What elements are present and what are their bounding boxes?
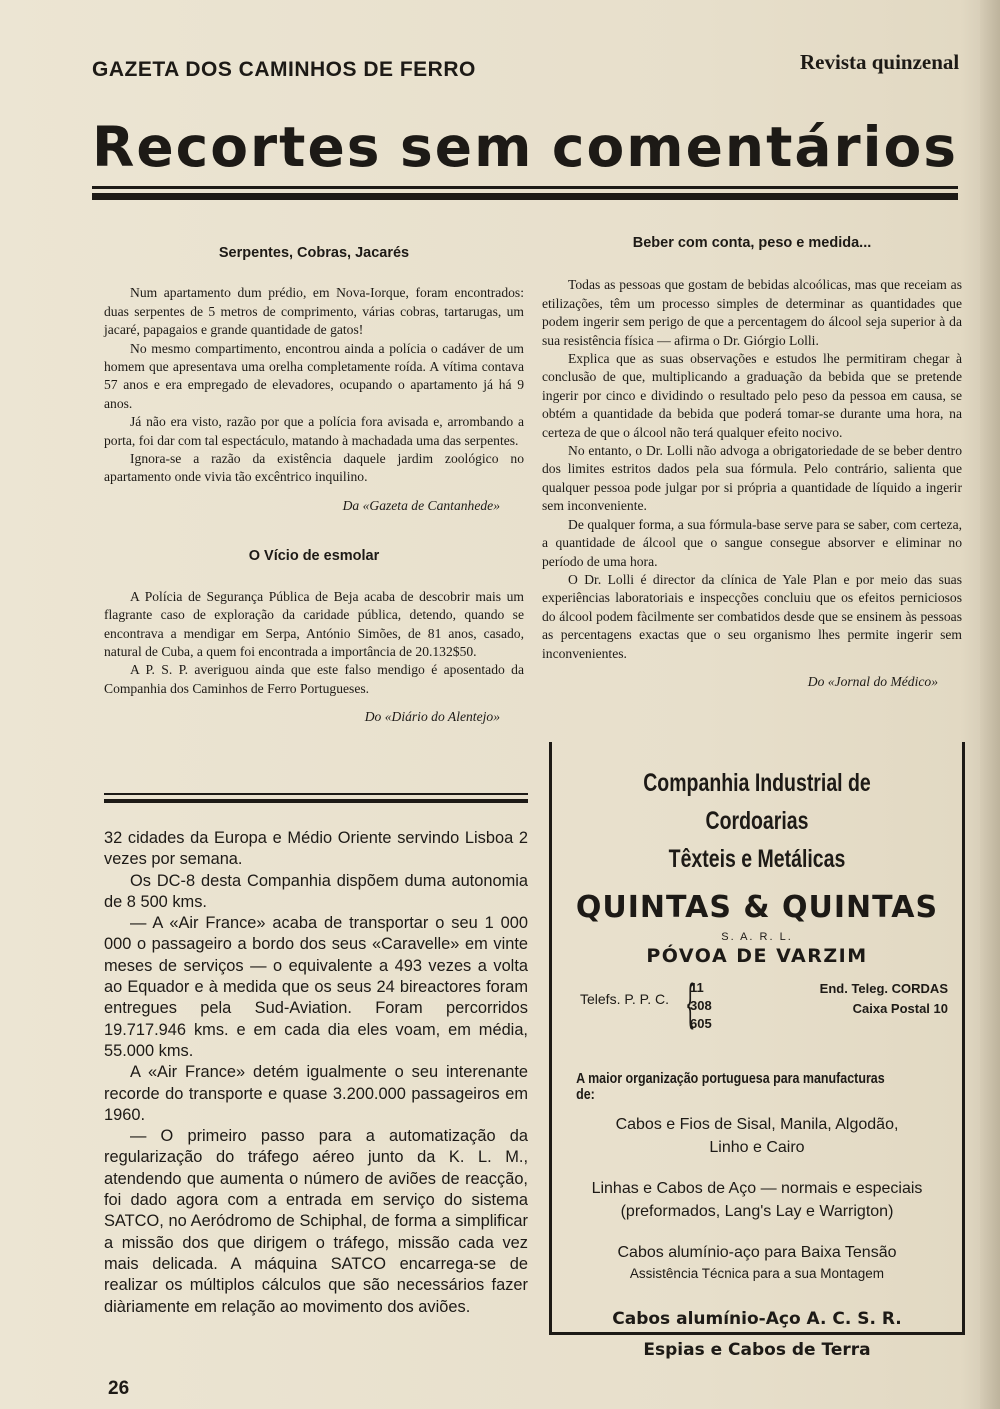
masthead-rule-top xyxy=(92,186,958,189)
ad-bold-line: Espias e Cabos de Terra xyxy=(643,1340,871,1360)
ad-company-line: Têxteis e Metálicas xyxy=(668,845,846,873)
ad-phone-label: Telefs. P. P. C. xyxy=(580,991,669,1007)
ad-city: PÓVOA DE VARZIM xyxy=(646,945,868,967)
ad-telegraph xyxy=(820,979,948,1019)
ad-phone-number: 11 xyxy=(690,980,704,995)
advertisement-box xyxy=(549,742,965,1360)
article-title: Serpentes, Cobras, Jacarés xyxy=(218,245,410,261)
masthead-rule-bottom xyxy=(92,193,958,200)
article-title: Beber com conta, peso e medida... xyxy=(632,235,872,251)
ad-company-name: QUINTAS & QUINTAS xyxy=(575,890,939,925)
ad-postal-box: Caixa Postal 10 xyxy=(852,1001,948,1016)
ad-phone-number: 308 xyxy=(690,998,712,1013)
journal-title: GAZETA DOS CAMINHOS DE FERRO xyxy=(92,58,476,81)
ad-product-line: Cabos alumínio-aço para Baixa Tensão xyxy=(617,1244,897,1261)
article-source: Do «Jornal do Médico» xyxy=(807,673,938,689)
article-paragraph: Explica que as suas observações e estudos lhe permitiram chegar à conclusão de que, multiplicando a graduação da bebida que se pretende ingerir por cinco e dividindo o resultado pelo peso da pessoa em causa, se obtém a quantidade da bebida que poderá tomar-se durante uma hora, na certeza de que o álcool não terá qualquer efeito nocivo. xyxy=(542,351,962,440)
article-paragraph: A «Air France» detém igualmente o seu interenante recorde do transporte e quase 3.200.000 passageiros em 1960. xyxy=(104,1063,528,1124)
ad-bold-products xyxy=(552,1304,962,1366)
page-edge-shadow xyxy=(980,0,1000,1409)
article-paragraph: Todas as pessoas que gostam de bebidas alcoólicas, mas que receiam as etilizações, têm um processo simples de determinar as quantidades que podem ingerir sem perigo de que a percentagem do álcool seja superior à da sua resistência física — afirma o Dr. Giórgio Lolli. xyxy=(542,277,962,348)
masthead-word: sem xyxy=(400,115,534,179)
article-paragraph: No mesmo compartimento, encontrou ainda a polícia o cadáver de um homem que apresentava uma orelha completamente roída. A vítima contava 57 anos e era empregado de elevadores, ocupando o apartamento já há 9 anos. xyxy=(104,340,524,411)
article-title: O Vício de esmolar xyxy=(248,548,380,565)
article-paragraph: No entanto, o Dr. Lolli não advoga a obrigatoriedade de se beber dentro dos limites estritos dados pela sua fórmula. Pelo contrário, salienta que qualquer pessoa pode julgar por si própria a quantidade de líquido a ingerir sem inconveniente. xyxy=(542,443,962,514)
ad-phone-number: 605 xyxy=(690,1016,712,1031)
right-column xyxy=(542,234,962,691)
ad-product-line: Linho e Cairo xyxy=(709,1139,805,1156)
ad-product-line: Cabos e Fios de Sisal, Manila, Algodão, xyxy=(615,1116,899,1133)
article-paragraph: De qualquer forma, a sua fórmula-base serve para se saber, com certeza, a quantidade de álcool que o sangue consegue absorver e eliminar no período de uma hora. xyxy=(542,516,962,569)
masthead-word: comentários xyxy=(551,115,958,179)
ad-bold-line: Cabos alumínio-Aço A. C. S. R. xyxy=(612,1309,902,1329)
article-paragraph: Num apartamento dum prédio, em Nova-Iorque, foram encontrados: duas serpentes de 5 metros de comprimento, várias cobras, tartarugas, um jacaré, papagaios e grande quantidade de gatos! xyxy=(104,285,524,338)
ad-phone-numbers xyxy=(690,979,712,1033)
ad-product-line: (preformados, Lang's Lay e Warrigton) xyxy=(620,1203,894,1220)
masthead-word: Recortes xyxy=(92,115,382,179)
article-paragraph: — A «Air France» acaba de transportar o seu 1 000 000 o passageiro a bordo dos seus «Caravelle» em vinte meses de serviços — o equivalente a 493 vezes a volta ao Equador e à medida que os seus 24 bireactores foram entregues pela Sud-Aviation. Foram percorridos 19.717.946 kms. e em cada dia eles voam, em média, 55.000 kms. xyxy=(104,914,528,1060)
ad-telegraph-address: End. Teleg. CORDAS xyxy=(819,981,948,996)
ad-company-type: S. A. R. L. xyxy=(721,931,793,943)
section-rule-top xyxy=(104,793,528,795)
article-paragraph: A P. S. P. averiguou ainda que este falso mendigo é aposentado da Companhia dos Caminhos de Ferro Portugueses. xyxy=(104,662,524,696)
article-paragraph: Os DC-8 desta Companhia dispõem duma autonomia de 8 500 kms. xyxy=(104,871,528,911)
journal-subtitle: Revista quinzenal xyxy=(800,50,960,74)
section-masthead xyxy=(92,112,958,182)
ad-product-line: Linhas e Cabos de Aço — normais e especiais xyxy=(591,1180,923,1197)
section-rule-bottom xyxy=(104,799,528,803)
page-number: 26 xyxy=(108,1378,130,1399)
aviation-news xyxy=(104,828,528,1318)
ad-company-line: Companhia Industrial de Cordoarias xyxy=(643,769,871,835)
article-source: Da «Gazeta de Cantanhede» xyxy=(342,497,500,513)
ad-products-3 xyxy=(552,1241,962,1284)
article-source: Do «Diário do Alentejo» xyxy=(364,709,500,725)
ad-products-1 xyxy=(552,1113,962,1159)
article-paragraph: O Dr. Lolli é director da clínica de Yale Plan e por meio das suas experiências laboratoriais e inspecções concluiu que os efeitos perniciosos do álcool podem fàcilmente ser combatidos desde que se ensinem às pessoas as percentagens exactas que o seu organismo lhes permite ingerir sem inconvenientes. xyxy=(542,571,962,661)
ad-product-line: Assistência Técnica para a sua Montagem xyxy=(629,1266,885,1281)
article-paragraph: Ignora-se a razão da existência daquele jardim zoológico no apartamento onde vivia tão excêntrico inquilino. xyxy=(104,451,524,485)
article-paragraph: A Polícia de Segurança Pública de Beja acaba de descobrir mais um flagrante caso de exploração da caridade pública, detendo, quando se encontrava a mendigar em Serpa, António Simões, de 81 anos, casado, natural de Cuba, a quem foi encontrada a importância de 20.132$50. xyxy=(104,588,524,659)
left-column xyxy=(104,244,524,727)
article-paragraph: — O primeiro passo para a automatização da regularização do tráfego aéreo junto da K. L. M., atendendo que aumenta o número de aviões de reacção, foi dado agora com a entrada em serviço do sistema SATCO, no Aeródromo de Schiphal, de forma a simplificar a missão dos que dirigem o tráfego, missão cada vez mais delicada. A máquina SATCO encarrega-se de realizar os múltiplos cálculos que são necessários fazer diàriamente em relação ao movimento dos aviões. xyxy=(104,1127,528,1316)
article-paragraph: 32 cidades da Europa e Médio Oriente servindo Lisboa 2 vezes por semana. xyxy=(104,829,528,869)
ad-contacts xyxy=(552,974,962,1037)
ad-tagline: A maior organização portuguesa para manufacturas de: xyxy=(576,1071,885,1103)
ad-products-2 xyxy=(552,1177,962,1223)
article-paragraph: Já não era visto, razão por que a polícia fora avisada e, arrombando a porta, foi dar com tal espectáculo, matando à machadada uma das serpentes. xyxy=(104,414,524,448)
brace-icon: { xyxy=(687,974,694,1030)
